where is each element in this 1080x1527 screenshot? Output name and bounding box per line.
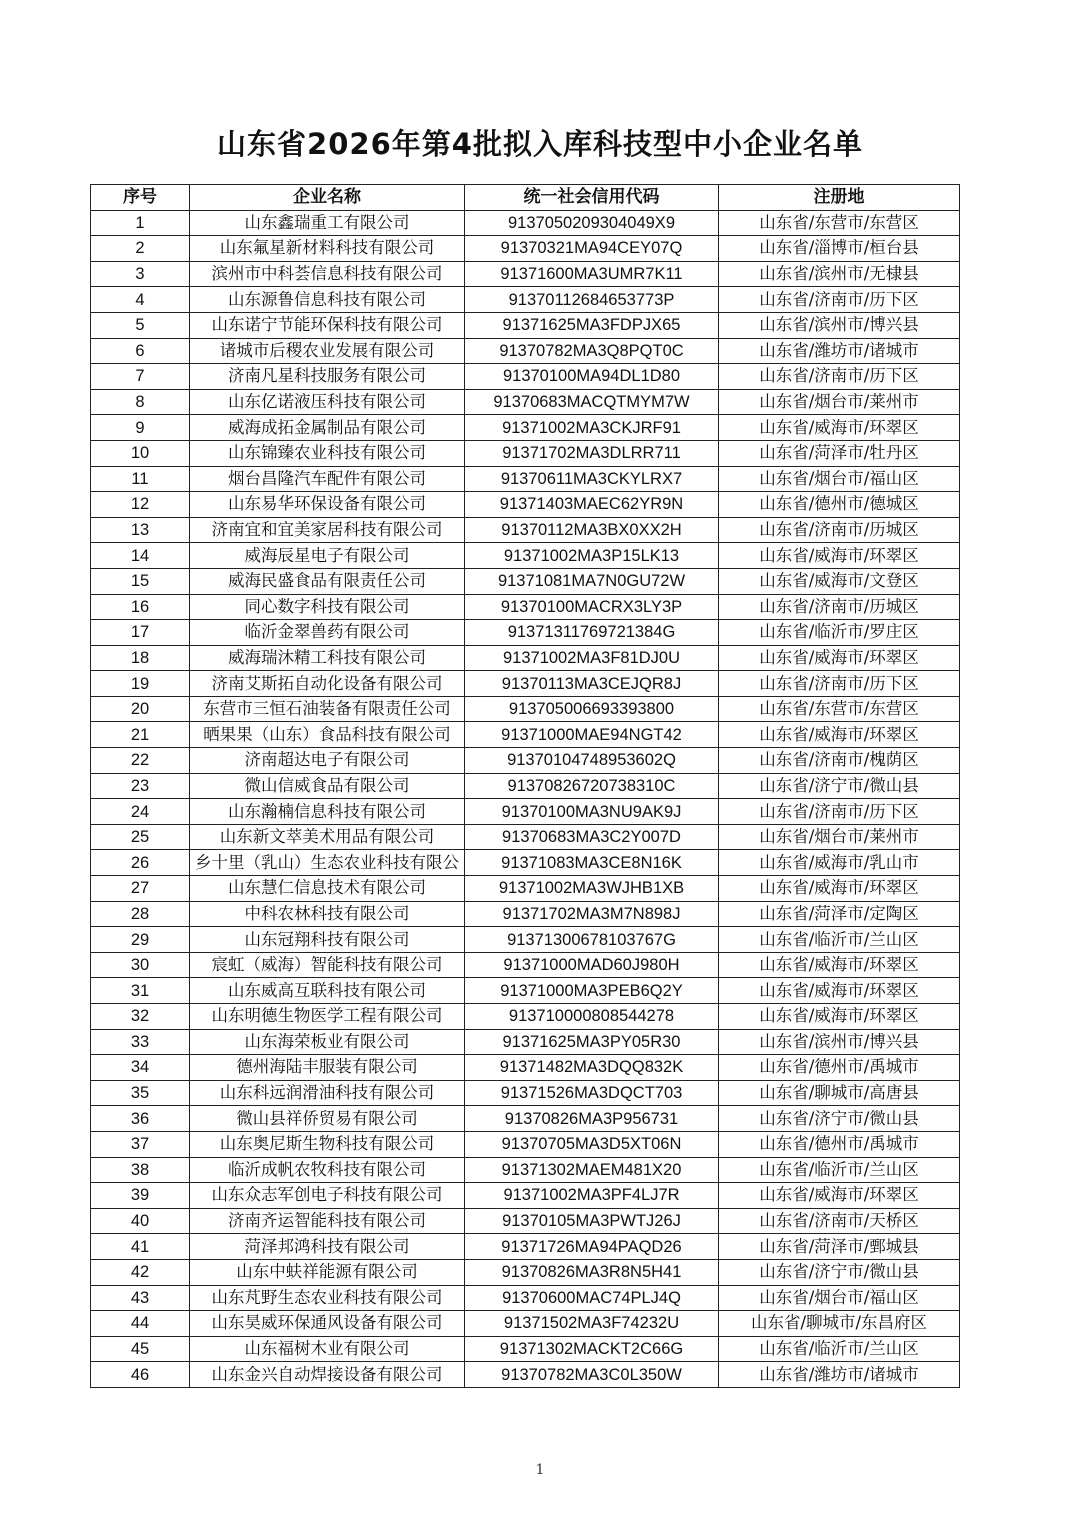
company-name: 山东奥尼斯生物科技有限公司 — [190, 1131, 465, 1157]
registered-place: 山东省/烟台市/莱州市 — [719, 389, 960, 415]
company-name: 济南宜和宜美家居科技有限公司 — [190, 517, 465, 543]
table-row — [91, 620, 960, 646]
row-index: 44 — [91, 1311, 190, 1337]
table-row — [91, 210, 960, 236]
row-index: 45 — [91, 1336, 190, 1362]
row-index: 17 — [91, 620, 190, 646]
row-index: 7 — [91, 364, 190, 390]
credit-code: 91371000MAD60J980H — [465, 952, 719, 978]
row-index: 5 — [91, 312, 190, 338]
table-row — [91, 287, 960, 313]
table-row — [91, 952, 960, 978]
company-name: 山东冠翔科技有限公司 — [190, 927, 465, 953]
table-row — [91, 1004, 960, 1030]
row-index: 32 — [91, 1004, 190, 1030]
company-name: 菏泽邦鸿科技有限公司 — [190, 1234, 465, 1260]
registered-place: 山东省/威海市/环翠区 — [719, 722, 960, 748]
table-row — [91, 440, 960, 466]
table-row — [91, 1029, 960, 1055]
row-index: 39 — [91, 1183, 190, 1209]
credit-code: 91371702MA3M7N898J — [465, 901, 719, 927]
table-row — [91, 1336, 960, 1362]
credit-code: 91370104748953602Q — [465, 748, 719, 774]
header-index: 序号 — [91, 185, 190, 211]
row-index: 13 — [91, 517, 190, 543]
registered-place: 山东省/临沂市/兰山区 — [719, 1157, 960, 1183]
row-index: 15 — [91, 568, 190, 594]
registered-place: 山东省/聊城市/高唐县 — [719, 1080, 960, 1106]
registered-place: 山东省/威海市/环翠区 — [719, 1004, 960, 1030]
row-index: 33 — [91, 1029, 190, 1055]
table-row — [91, 568, 960, 594]
company-name: 山东氟星新材料科技有限公司 — [190, 236, 465, 262]
company-name: 山东海荣板业有限公司 — [190, 1029, 465, 1055]
credit-code: 91371302MACKT2C66G — [465, 1336, 719, 1362]
row-index: 38 — [91, 1157, 190, 1183]
table-row — [91, 415, 960, 441]
row-index: 18 — [91, 645, 190, 671]
credit-code: 91371002MA3F81DJ0U — [465, 645, 719, 671]
row-index: 28 — [91, 901, 190, 927]
company-name: 临沂金翠兽药有限公司 — [190, 620, 465, 646]
registered-place: 山东省/菏泽市/定陶区 — [719, 901, 960, 927]
credit-code: 91371526MA3DQCT703 — [465, 1080, 719, 1106]
company-name: 山东福树木业有限公司 — [190, 1336, 465, 1362]
credit-code: 91370705MA3D5XT06N — [465, 1131, 719, 1157]
table-row — [91, 492, 960, 518]
row-index: 43 — [91, 1285, 190, 1311]
credit-code: 91370683MACQTMYM7W — [465, 389, 719, 415]
table-row — [91, 517, 960, 543]
row-index: 6 — [91, 338, 190, 364]
row-index: 27 — [91, 876, 190, 902]
table-row — [91, 236, 960, 262]
table-row — [91, 594, 960, 620]
table-row — [91, 466, 960, 492]
table-row — [91, 1157, 960, 1183]
registered-place: 山东省/滨州市/博兴县 — [719, 312, 960, 338]
registered-place: 山东省/济南市/历下区 — [719, 799, 960, 825]
row-index: 3 — [91, 261, 190, 287]
header-credit-code: 统一社会信用代码 — [465, 185, 719, 211]
credit-code: 913705006693393800 — [465, 696, 719, 722]
registered-place: 山东省/潍坊市/诸城市 — [719, 338, 960, 364]
row-index: 42 — [91, 1259, 190, 1285]
table-row — [91, 850, 960, 876]
registered-place: 山东省/德州市/德城区 — [719, 492, 960, 518]
table-row — [91, 696, 960, 722]
company-name: 山东易华环保设备有限公司 — [190, 492, 465, 518]
registered-place: 山东省/淄博市/桓台县 — [719, 236, 960, 262]
row-index: 4 — [91, 287, 190, 313]
registered-place: 山东省/威海市/环翠区 — [719, 415, 960, 441]
company-name: 东营市三恒石油装备有限责任公司 — [190, 696, 465, 722]
company-name: 晒果果（山东）食品科技有限公司 — [190, 722, 465, 748]
table-row — [91, 338, 960, 364]
registered-place: 山东省/滨州市/无棣县 — [719, 261, 960, 287]
registered-place: 山东省/济南市/历下区 — [719, 287, 960, 313]
row-index: 25 — [91, 824, 190, 850]
registered-place: 山东省/济南市/历城区 — [719, 594, 960, 620]
credit-code: 91370826MA3P956731 — [465, 1106, 719, 1132]
header-company-name: 企业名称 — [190, 185, 465, 211]
registered-place: 山东省/威海市/文登区 — [719, 568, 960, 594]
credit-code: 9137050209304049X9 — [465, 210, 719, 236]
company-name: 威海成拓金属制品有限公司 — [190, 415, 465, 441]
registered-place: 山东省/济宁市/微山县 — [719, 1259, 960, 1285]
registered-place: 山东省/临沂市/兰山区 — [719, 927, 960, 953]
credit-code: 91370105MA3PWTJ26J — [465, 1208, 719, 1234]
credit-code: 913710000808544278 — [465, 1004, 719, 1030]
row-index: 10 — [91, 440, 190, 466]
company-name: 山东中蚨祥能源有限公司 — [190, 1259, 465, 1285]
table-row — [91, 1055, 960, 1081]
company-name: 山东新文萃美术用品有限公司 — [190, 824, 465, 850]
registered-place: 山东省/聊城市/东昌府区 — [719, 1311, 960, 1337]
company-name: 山东瀚楠信息科技有限公司 — [190, 799, 465, 825]
registered-place: 山东省/威海市/环翠区 — [719, 952, 960, 978]
row-index: 14 — [91, 543, 190, 569]
company-name: 宸虹（威海）智能科技有限公司 — [190, 952, 465, 978]
registered-place: 山东省/威海市/环翠区 — [719, 1183, 960, 1209]
registered-place: 山东省/德州市/禹城市 — [719, 1055, 960, 1081]
registered-place: 山东省/菏泽市/牡丹区 — [719, 440, 960, 466]
credit-code: 91370826720738310C — [465, 773, 719, 799]
company-name: 山东芃野生态农业科技有限公司 — [190, 1285, 465, 1311]
table-row — [91, 1131, 960, 1157]
credit-code: 91370113MA3CEJQR8J — [465, 671, 719, 697]
row-index: 11 — [91, 466, 190, 492]
company-name: 山东鑫瑞重工有限公司 — [190, 210, 465, 236]
row-index: 36 — [91, 1106, 190, 1132]
row-index: 1 — [91, 210, 190, 236]
registered-place: 山东省/济南市/历下区 — [719, 364, 960, 390]
registered-place: 山东省/济宁市/微山县 — [719, 1106, 960, 1132]
header-registered-place: 注册地 — [719, 185, 960, 211]
registered-place: 山东省/烟台市/福山区 — [719, 466, 960, 492]
credit-code: 91371081MA7N0GU72W — [465, 568, 719, 594]
table-row — [91, 901, 960, 927]
company-name: 微山县祥侨贸易有限公司 — [190, 1106, 465, 1132]
registered-place: 山东省/临沂市/兰山区 — [719, 1336, 960, 1362]
credit-code: 91371625MA3FDPJX65 — [465, 312, 719, 338]
row-index: 9 — [91, 415, 190, 441]
company-name: 诸城市后稷农业发展有限公司 — [190, 338, 465, 364]
table-row — [91, 1183, 960, 1209]
row-index: 19 — [91, 671, 190, 697]
credit-code: 91371726MA94PAQD26 — [465, 1234, 719, 1260]
company-name: 微山信威食品有限公司 — [190, 773, 465, 799]
company-name: 威海民盛食品有限责任公司 — [190, 568, 465, 594]
registered-place: 山东省/济宁市/微山县 — [719, 773, 960, 799]
registered-place: 山东省/济南市/天桥区 — [719, 1208, 960, 1234]
registered-place: 山东省/临沂市/罗庄区 — [719, 620, 960, 646]
table-row — [91, 543, 960, 569]
table-row — [91, 312, 960, 338]
registered-place: 山东省/滨州市/博兴县 — [719, 1029, 960, 1055]
row-index: 26 — [91, 850, 190, 876]
registered-place: 山东省/东营市/东营区 — [719, 696, 960, 722]
registered-place: 山东省/东营市/东营区 — [719, 210, 960, 236]
registered-place: 山东省/济南市/历下区 — [719, 671, 960, 697]
table-row — [91, 1259, 960, 1285]
company-name: 山东科远润滑油科技有限公司 — [190, 1080, 465, 1106]
table-row — [91, 1311, 960, 1337]
company-name: 山东昊威环保通风设备有限公司 — [190, 1311, 465, 1337]
row-index: 12 — [91, 492, 190, 518]
table-row — [91, 645, 960, 671]
row-index: 35 — [91, 1080, 190, 1106]
row-index: 2 — [91, 236, 190, 262]
registered-place: 山东省/潍坊市/诸城市 — [719, 1362, 960, 1388]
company-name: 济南超达电子有限公司 — [190, 748, 465, 774]
company-name: 山东众志军创电子科技有限公司 — [190, 1183, 465, 1209]
table-row — [91, 748, 960, 774]
company-name: 济南艾斯拓自动化设备有限公司 — [190, 671, 465, 697]
table-row — [91, 799, 960, 825]
table-row — [91, 927, 960, 953]
row-index: 23 — [91, 773, 190, 799]
credit-code: 91370600MAC74PLJ4Q — [465, 1285, 719, 1311]
row-index: 30 — [91, 952, 190, 978]
credit-code: 91370100MA94DL1D80 — [465, 364, 719, 390]
credit-code: 91370100MA3NU9AK9J — [465, 799, 719, 825]
company-name: 烟台昌隆汽车配件有限公司 — [190, 466, 465, 492]
company-name: 乡十里（乳山）生态农业科技有限公 — [190, 850, 465, 876]
credit-code: 91370782MA3Q8PQT0C — [465, 338, 719, 364]
company-name: 山东慧仁信息技术有限公司 — [190, 876, 465, 902]
row-index: 22 — [91, 748, 190, 774]
table-row — [91, 722, 960, 748]
credit-code: 91371083MA3CE8N16K — [465, 850, 719, 876]
company-name: 威海辰星电子有限公司 — [190, 543, 465, 569]
company-name: 山东亿诺液压科技有限公司 — [190, 389, 465, 415]
table-row — [91, 1208, 960, 1234]
table-row — [91, 671, 960, 697]
table-row — [91, 1362, 960, 1388]
table-row — [91, 1234, 960, 1260]
credit-code: 91371000MAE94NGT42 — [465, 722, 719, 748]
credit-code: 91371625MA3PY05R30 — [465, 1029, 719, 1055]
table-row — [91, 773, 960, 799]
row-index: 8 — [91, 389, 190, 415]
table-row — [91, 261, 960, 287]
table-row — [91, 1080, 960, 1106]
credit-code: 91371302MAEM481X20 — [465, 1157, 719, 1183]
row-index: 24 — [91, 799, 190, 825]
registered-place: 山东省/菏泽市/鄄城县 — [719, 1234, 960, 1260]
registered-place: 山东省/济南市/槐荫区 — [719, 748, 960, 774]
registered-place: 山东省/威海市/环翠区 — [719, 876, 960, 902]
registered-place: 山东省/威海市/环翠区 — [719, 978, 960, 1004]
row-index: 16 — [91, 594, 190, 620]
registered-place: 山东省/济南市/历城区 — [719, 517, 960, 543]
company-name: 济南齐运智能科技有限公司 — [190, 1208, 465, 1234]
credit-code: 91370611MA3CKYLRX7 — [465, 466, 719, 492]
row-index: 29 — [91, 927, 190, 953]
company-name: 山东威高互联科技有限公司 — [190, 978, 465, 1004]
table-body — [91, 210, 960, 1387]
row-index: 34 — [91, 1055, 190, 1081]
registered-place: 山东省/威海市/环翠区 — [719, 543, 960, 569]
row-index: 31 — [91, 978, 190, 1004]
table-row — [91, 876, 960, 902]
table-row — [91, 364, 960, 390]
credit-code: 91371403MAEC62YR9N — [465, 492, 719, 518]
company-name: 山东源鲁信息科技有限公司 — [190, 287, 465, 313]
row-index: 41 — [91, 1234, 190, 1260]
registered-place: 山东省/烟台市/福山区 — [719, 1285, 960, 1311]
credit-code: 91371502MA3F74232U — [465, 1311, 719, 1337]
company-name: 中科农林科技有限公司 — [190, 901, 465, 927]
table-row — [91, 978, 960, 1004]
credit-code: 91370826MA3R8N5H41 — [465, 1259, 719, 1285]
credit-code: 91370321MA94CEY07Q — [465, 236, 719, 262]
table-row — [91, 389, 960, 415]
document-title: 山东省2026年第4批拟入库科技型中小企业名单 — [217, 127, 863, 161]
credit-code: 91371002MA3P15LK13 — [465, 543, 719, 569]
table-header-row — [91, 185, 960, 211]
row-index: 21 — [91, 722, 190, 748]
row-index: 40 — [91, 1208, 190, 1234]
company-name: 临沂成帆农牧科技有限公司 — [190, 1157, 465, 1183]
company-name: 山东锦臻农业科技有限公司 — [190, 440, 465, 466]
credit-code: 91371002MA3PF4LJ7R — [465, 1183, 719, 1209]
credit-code: 91371002MA3WJHB1XB — [465, 876, 719, 902]
row-index: 46 — [91, 1362, 190, 1388]
credit-code: 91371600MA3UMR7K11 — [465, 261, 719, 287]
credit-code: 91370100MACRX3LY3P — [465, 594, 719, 620]
table-row — [91, 1285, 960, 1311]
company-name: 同心数字科技有限公司 — [190, 594, 465, 620]
registered-place: 山东省/德州市/禹城市 — [719, 1131, 960, 1157]
company-table — [90, 184, 960, 1388]
table-row — [91, 824, 960, 850]
company-name: 山东明德生物医学工程有限公司 — [190, 1004, 465, 1030]
company-name: 滨州市中科荟信息科技有限公司 — [190, 261, 465, 287]
credit-code: 91371482MA3DQQ832K — [465, 1055, 719, 1081]
credit-code: 91371311769721384G — [465, 620, 719, 646]
table-row — [91, 1106, 960, 1132]
registered-place: 山东省/威海市/乳山市 — [719, 850, 960, 876]
credit-code: 91370683MA3C2Y007D — [465, 824, 719, 850]
company-name: 德州海陆丰服装有限公司 — [190, 1055, 465, 1081]
credit-code: 91371000MA3PEB6Q2Y — [465, 978, 719, 1004]
credit-code: 91370782MA3C0L350W — [465, 1362, 719, 1388]
row-index: 37 — [91, 1131, 190, 1157]
company-name: 山东诺宁节能环保科技有限公司 — [190, 312, 465, 338]
credit-code: 91371300678103767G — [465, 927, 719, 953]
registered-place: 山东省/烟台市/莱州市 — [719, 824, 960, 850]
company-name: 济南凡星科技服务有限公司 — [190, 364, 465, 390]
credit-code: 91371002MA3CKJRF91 — [465, 415, 719, 441]
credit-code: 91370112684653773P — [465, 287, 719, 313]
credit-code: 91370112MA3BX0XX2H — [465, 517, 719, 543]
row-index: 20 — [91, 696, 190, 722]
credit-code: 91371702MA3DLRR711 — [465, 440, 719, 466]
page-number: 1 — [535, 1462, 545, 1478]
company-name: 山东金兴自动焊接设备有限公司 — [190, 1362, 465, 1388]
registered-place: 山东省/威海市/环翠区 — [719, 645, 960, 671]
company-name: 威海瑞沐精工科技有限公司 — [190, 645, 465, 671]
